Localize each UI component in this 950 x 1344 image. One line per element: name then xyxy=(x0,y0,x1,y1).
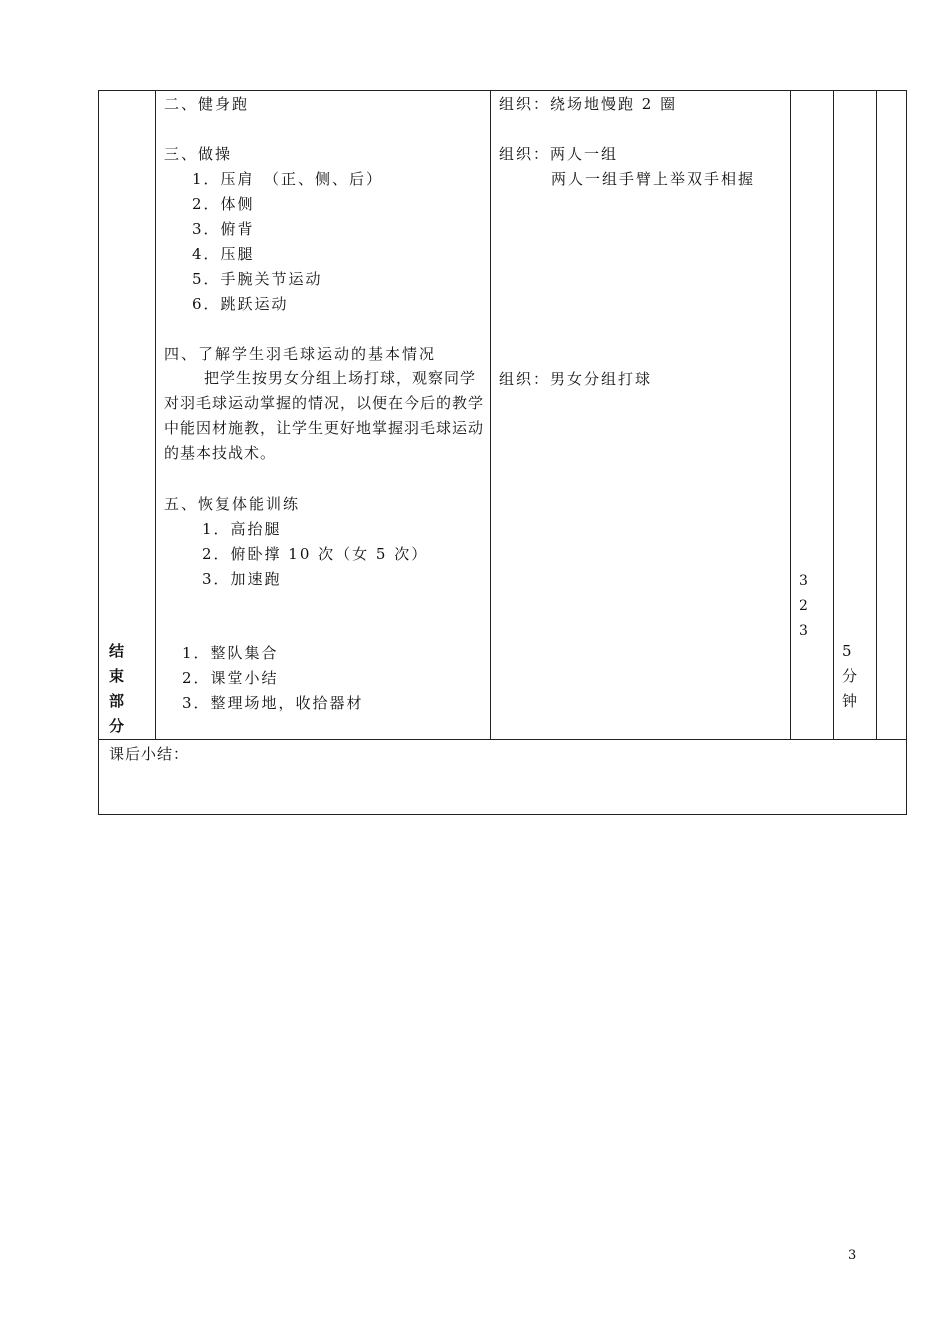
section-4-title: 四、了解学生羽毛球运动的基本情况 xyxy=(164,345,437,363)
exercise-item: 6．跳跃运动 xyxy=(192,295,289,313)
exercise-item: 1．压肩 （正、侧、后） xyxy=(192,170,384,188)
exercise-item: 5．手腕关节运动 xyxy=(192,270,323,288)
content-cell xyxy=(156,91,491,740)
summary-label: 课后小结： xyxy=(109,745,190,763)
lesson-plan-table xyxy=(98,90,907,815)
fitness-item: 3．加速跑 xyxy=(202,570,282,588)
fitness-item: 1．高抬腿 xyxy=(202,520,282,538)
closing-item: 1．整队集合 xyxy=(182,644,279,662)
page-number: 3 xyxy=(848,1248,857,1263)
closing-section-label: 结 束 部 分 xyxy=(109,642,125,735)
section-2-title: 二、健身跑 xyxy=(164,95,250,113)
exercise-item: 4．压腿 xyxy=(192,245,255,263)
fitness-item: 2．俯卧撑 10 次（女 5 次） xyxy=(202,545,429,563)
duration-value: 5 分 钟 xyxy=(842,642,858,710)
lesson-body-row xyxy=(99,91,907,740)
organization-pairs-detail: 两人一组手臂上举双手相握 xyxy=(551,170,756,188)
section-label-cell xyxy=(99,91,156,740)
organization-run: 组织：绕场地慢跑 2 圈 xyxy=(499,95,678,113)
section-5-title: 五、恢复体能训练 xyxy=(164,495,301,513)
closing-item: 2．课堂小结 xyxy=(182,669,279,687)
section-4-paragraph: 把学生按男女分组上场打球，观察同学对羽毛球运动掌握的情况，以便在今后的教学中能因材施教，让学生更好地掌握羽毛球运动的基本技战术。 xyxy=(164,369,485,462)
duration-cell xyxy=(834,91,877,740)
empty-cell xyxy=(877,91,907,740)
organization-pairs: 组织：两人一组 xyxy=(499,145,619,163)
reps-cell xyxy=(791,91,834,740)
closing-item: 3．整理场地，收拾器材 xyxy=(182,694,364,712)
organization-groups: 组织：男女分组打球 xyxy=(499,370,653,388)
organization-cell xyxy=(491,91,791,740)
summary-row xyxy=(99,740,907,815)
section-3-title: 三、做操 xyxy=(164,145,233,163)
exercise-item: 3．俯背 xyxy=(192,220,255,238)
exercise-item: 2．体侧 xyxy=(192,195,255,213)
reps-values: 3 2 3 xyxy=(799,573,808,639)
summary-cell xyxy=(99,740,907,815)
